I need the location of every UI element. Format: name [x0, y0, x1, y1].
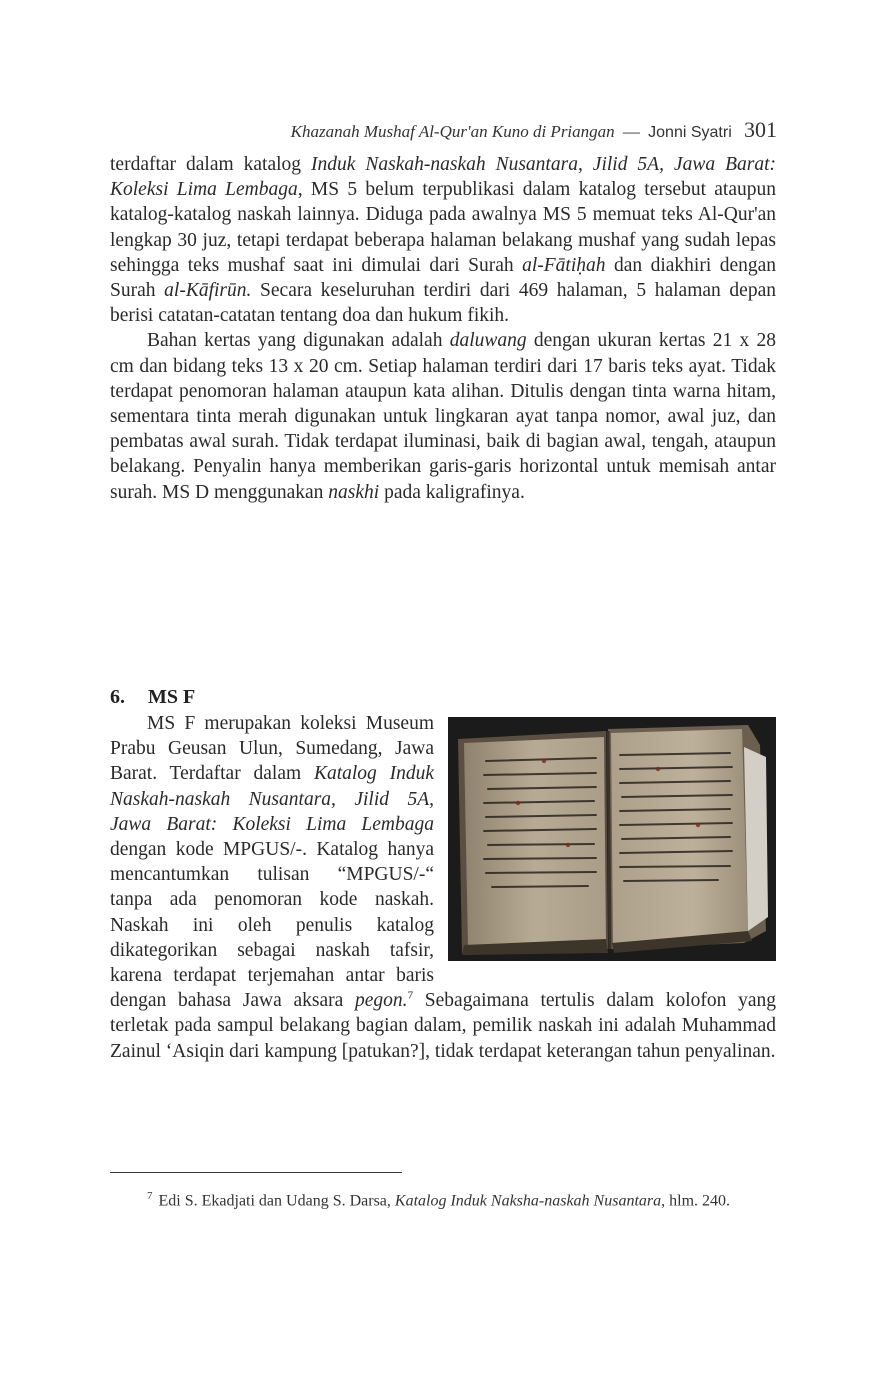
body-text	[110, 152, 776, 505]
italic-run: al-Kāfirūn.	[164, 280, 252, 302]
italic-run: Katalog Induk Naskah-naskah Nusantara, Jilid 5A, Jawa Barat: Koleksi Lima Lembaga	[110, 763, 434, 835]
text-run: Sebagaimana tertulis dalam kolofon yang terletak pada sampul belakang bagian dalam, pemilik naskah ini adalah Muhammad Zainul ‘Asiqin dari kampung [patukan?], tidak terdapat keterangan tahun penyalinan.	[110, 990, 776, 1062]
text-run: dengan kode MPGUS/-. Katalog hanya mencantumkan tulisan “MPGUS/-“ tanpa ada penomoran kode naskah. Naskah ini oleh penulis katalog dikategorikan sebagai naskah tafsir, karena terdapat terjemahan antar baris dengan bahasa Jawa aksara	[110, 839, 434, 1012]
text-run: , MS 5 belum terpublikasi dalam katalog tersebut ataupun katalog-katalog naskah lainnya. Diduga pada awalnya MS 5 memuat teks Al-Qur'an lengkap 30 juz, tetapi terdapat beberapa halaman belakang mushaf yang sudah lepas sehingga teks mushaf saat ini dimulai dari Surah	[110, 179, 777, 276]
section-title: MS F	[148, 686, 196, 708]
text-run: Edi S. Ekadjati dan Udang S. Darsa,	[158, 1192, 395, 1210]
text-run: MS F merupakan koleksi Museum Prabu Geusan Ulun, Sumedang, Jawa Barat. Terdaftar dalam	[110, 713, 434, 785]
text-run: terdaftar dalam katalog	[110, 154, 311, 175]
italic-run: al-Fātiḥah	[522, 254, 606, 276]
text-run: dan diakhiri dengan Surah	[110, 254, 777, 302]
text-run: dengan ukuran kertas 21 x 28 cm dan bidang teks 13 x 20 cm. Setiap halaman terdiri dari 17 baris teks ayat. Tidak terdapat penomoran halaman ataupun kata alihan. Ditulis dengan tinta warna hitam, sementara tinta merah digunakan untuk lingkaran ayat tanpa nomor, awal juz, dan pembatas awal surah. Tidak terdapat iluminasi, baik di bagian awal, tengah, ataupun belakang. Penyalin hanya memberikan garis-garis horizontal untuk memisah antar surah. MS D menggunakan	[110, 330, 776, 503]
book-title: Khazanah Mushaf Al-Qur'an Kuno di Priangan	[290, 122, 615, 141]
text-run: Bahan kertas yang digunakan adalah	[147, 330, 450, 352]
running-header	[110, 117, 777, 143]
italic-run: Katalog Induk Naksha-naskah Nusantara	[394, 1192, 662, 1210]
italic-run: pegon.	[355, 990, 408, 1012]
section-number: 6.	[110, 686, 125, 708]
footnote	[110, 1184, 776, 1213]
footnote-mark: 7	[147, 1190, 153, 1202]
section-heading	[110, 686, 195, 709]
footnote-reference[interactable]: 7	[407, 989, 414, 1002]
paragraph-2	[110, 328, 776, 504]
paragraph-1	[110, 152, 776, 328]
italic-run: Induk Naskah-naskah Nusantara, Jilid 5A, Jawa Barat: Koleksi Lima Lembaga	[110, 154, 776, 201]
header-author: Jonni Syatri	[648, 124, 732, 141]
section-text	[110, 711, 776, 1064]
italic-run: daluwang	[449, 330, 527, 352]
text-run: Secara keseluruhan terdiri dari 469 halaman, 5 halaman depan berisi catatan-catatan tentang doa dan hukum fikih.	[110, 280, 776, 327]
italic-run: naskhi	[328, 481, 380, 503]
header-separator: —	[622, 122, 640, 141]
text-run: , hlm. 240.	[661, 1192, 731, 1210]
footnote-divider	[110, 1172, 402, 1173]
manuscript-illustration	[448, 717, 776, 961]
page-number: 301	[744, 117, 777, 142]
text-run: pada kaligrafinya.	[379, 481, 525, 503]
manuscript-photo	[448, 717, 776, 961]
